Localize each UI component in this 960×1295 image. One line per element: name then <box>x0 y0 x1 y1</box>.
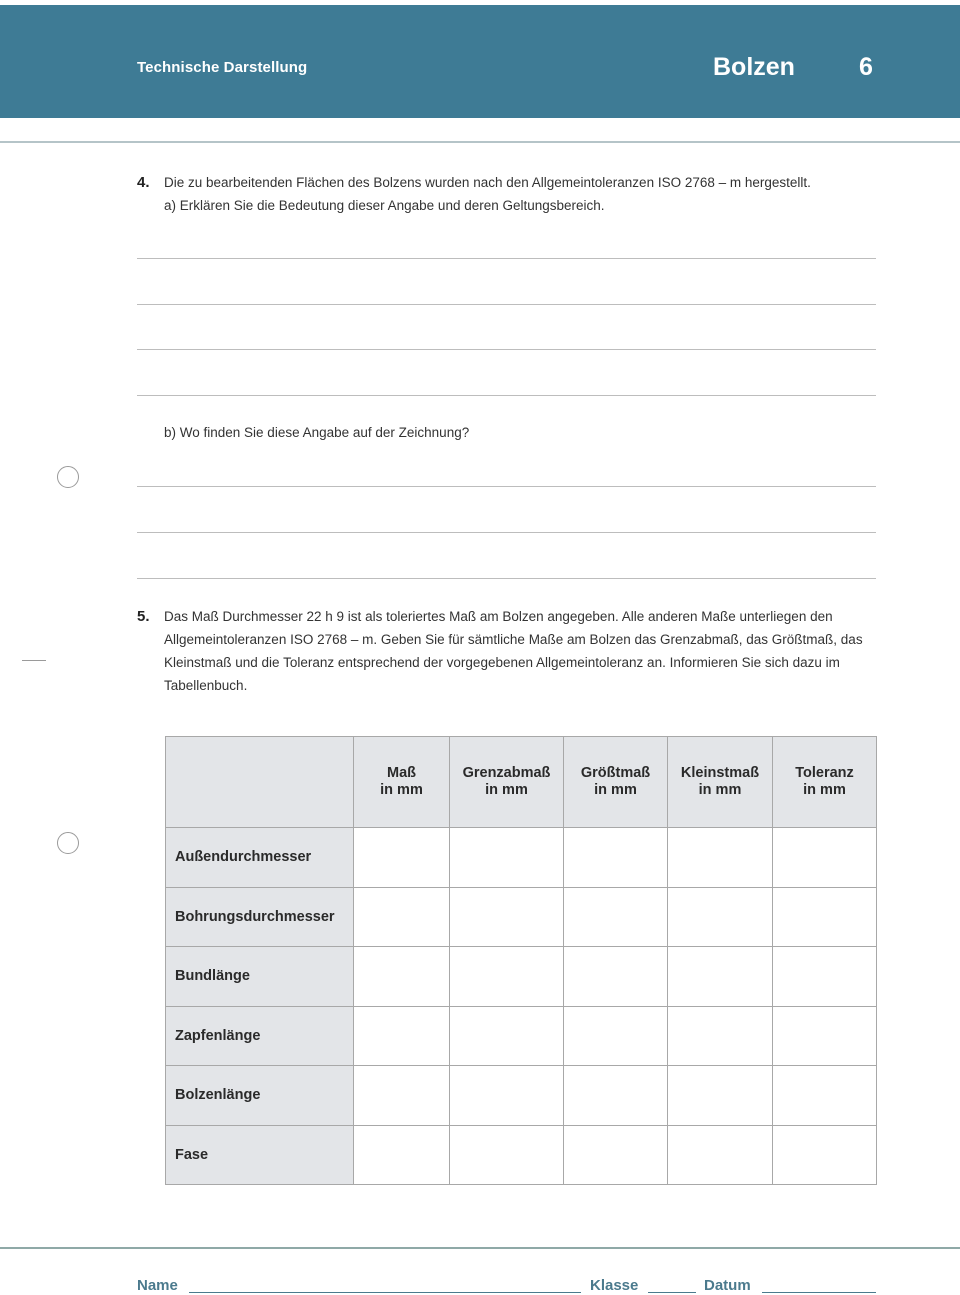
input-cell[interactable] <box>450 1125 564 1185</box>
row-label: Zapfenlänge <box>166 1006 354 1066</box>
row-label: Außendurchmesser <box>166 828 354 888</box>
task-5 <box>137 605 877 697</box>
fold-mark <box>22 660 46 661</box>
input-cell[interactable] <box>450 1066 564 1126</box>
task-5-number: 5. <box>137 608 150 625</box>
input-cell[interactable] <box>773 887 877 947</box>
input-cell[interactable] <box>450 828 564 888</box>
input-cell[interactable] <box>564 1066 668 1126</box>
page-title: Bolzen <box>713 53 795 81</box>
input-cell[interactable] <box>564 947 668 1007</box>
answer-line-4a-2[interactable] <box>137 304 876 305</box>
input-cell[interactable] <box>354 1066 450 1126</box>
input-cell[interactable] <box>450 887 564 947</box>
table-header-row <box>166 737 877 828</box>
task-4b-question: b) Wo finden Sie diese Angabe auf der Zeichnung? <box>164 425 470 440</box>
input-cell[interactable] <box>354 1125 450 1185</box>
input-cell[interactable] <box>564 828 668 888</box>
punch-hole-icon <box>57 832 79 854</box>
input-cell[interactable] <box>668 947 773 1007</box>
class-label: Klasse <box>590 1277 639 1294</box>
header-divider <box>0 141 960 143</box>
table-row <box>166 947 877 1007</box>
page-number: 6 <box>859 53 873 81</box>
table-row <box>166 887 877 947</box>
date-label: Datum <box>704 1277 751 1294</box>
input-cell[interactable] <box>773 1006 877 1066</box>
input-cell[interactable] <box>564 1006 668 1066</box>
table-row <box>166 1066 877 1126</box>
answer-line-4b-1[interactable] <box>137 486 876 487</box>
input-cell[interactable] <box>668 1006 773 1066</box>
input-cell[interactable] <box>773 947 877 1007</box>
table-row <box>166 1006 877 1066</box>
answer-line-4a-3[interactable] <box>137 349 876 350</box>
table-row <box>166 828 877 888</box>
class-field[interactable] <box>648 1292 696 1293</box>
header-empty-cell <box>166 737 354 828</box>
column-header-mass: Maß in mm <box>354 737 450 828</box>
page-header <box>0 5 960 118</box>
answer-line-4b-3[interactable] <box>137 578 876 579</box>
input-cell[interactable] <box>450 1006 564 1066</box>
input-cell[interactable] <box>354 887 450 947</box>
column-header-groesstmass: Größtmaß in mm <box>564 737 668 828</box>
input-cell[interactable] <box>668 1066 773 1126</box>
input-cell[interactable] <box>354 1006 450 1066</box>
input-cell[interactable] <box>668 1125 773 1185</box>
name-label: Name <box>137 1277 178 1294</box>
input-cell[interactable] <box>564 1125 668 1185</box>
answer-line-4b-2[interactable] <box>137 532 876 533</box>
input-cell[interactable] <box>354 828 450 888</box>
input-cell[interactable] <box>773 828 877 888</box>
input-cell[interactable] <box>564 887 668 947</box>
column-header-grenzabmass: Grenzabmaß in mm <box>450 737 564 828</box>
row-label: Bohrungsdurchmesser <box>166 887 354 947</box>
input-cell[interactable] <box>773 1125 877 1185</box>
input-cell[interactable] <box>354 947 450 1007</box>
task-4-text: Die zu bearbeitenden Flächen des Bolzens wurden nach den Allgemeintoleranzen ISO 2768 – m hergestellt. <box>164 175 811 190</box>
input-cell[interactable] <box>668 828 773 888</box>
table-row <box>166 1125 877 1185</box>
input-cell[interactable] <box>773 1066 877 1126</box>
input-cell[interactable] <box>450 947 564 1007</box>
column-header-toleranz: Toleranz in mm <box>773 737 877 828</box>
row-label: Fase <box>166 1125 354 1185</box>
section-title: Technische Darstellung <box>137 59 308 76</box>
name-field[interactable] <box>189 1292 581 1293</box>
task-4a-question: a) Erklären Sie die Bedeutung dieser Angabe und deren Geltungsbereich. <box>164 198 605 213</box>
tolerance-table <box>165 736 877 1185</box>
task-5-text: Das Maß Durchmesser 22 h 9 ist als toleriertes Maß am Bolzen angegeben. Alle anderen Maße unterliegen den Allgemeintoleranzen ISO 2768 – m. Geben Sie für sämtliche Maße am Bolzen das Grenzabmaß, das Größtmaß, das Kleinstmaß und die Toleranz entsprechend der vorgegebenen Allgemeintoleranz an. Informieren Sie sich dazu im Tabellenbuch. <box>164 609 863 693</box>
answer-line-4a-1[interactable] <box>137 258 876 259</box>
answer-line-4a-4[interactable] <box>137 395 876 396</box>
date-field[interactable] <box>762 1292 876 1293</box>
task-4-number: 4. <box>137 174 150 191</box>
row-label: Bundlänge <box>166 947 354 1007</box>
row-label: Bolzenlänge <box>166 1066 354 1126</box>
punch-hole-icon <box>57 466 79 488</box>
footer-divider <box>0 1247 960 1249</box>
task-4 <box>137 171 877 217</box>
column-header-kleinstmass: Kleinstmaß in mm <box>668 737 773 828</box>
input-cell[interactable] <box>668 887 773 947</box>
